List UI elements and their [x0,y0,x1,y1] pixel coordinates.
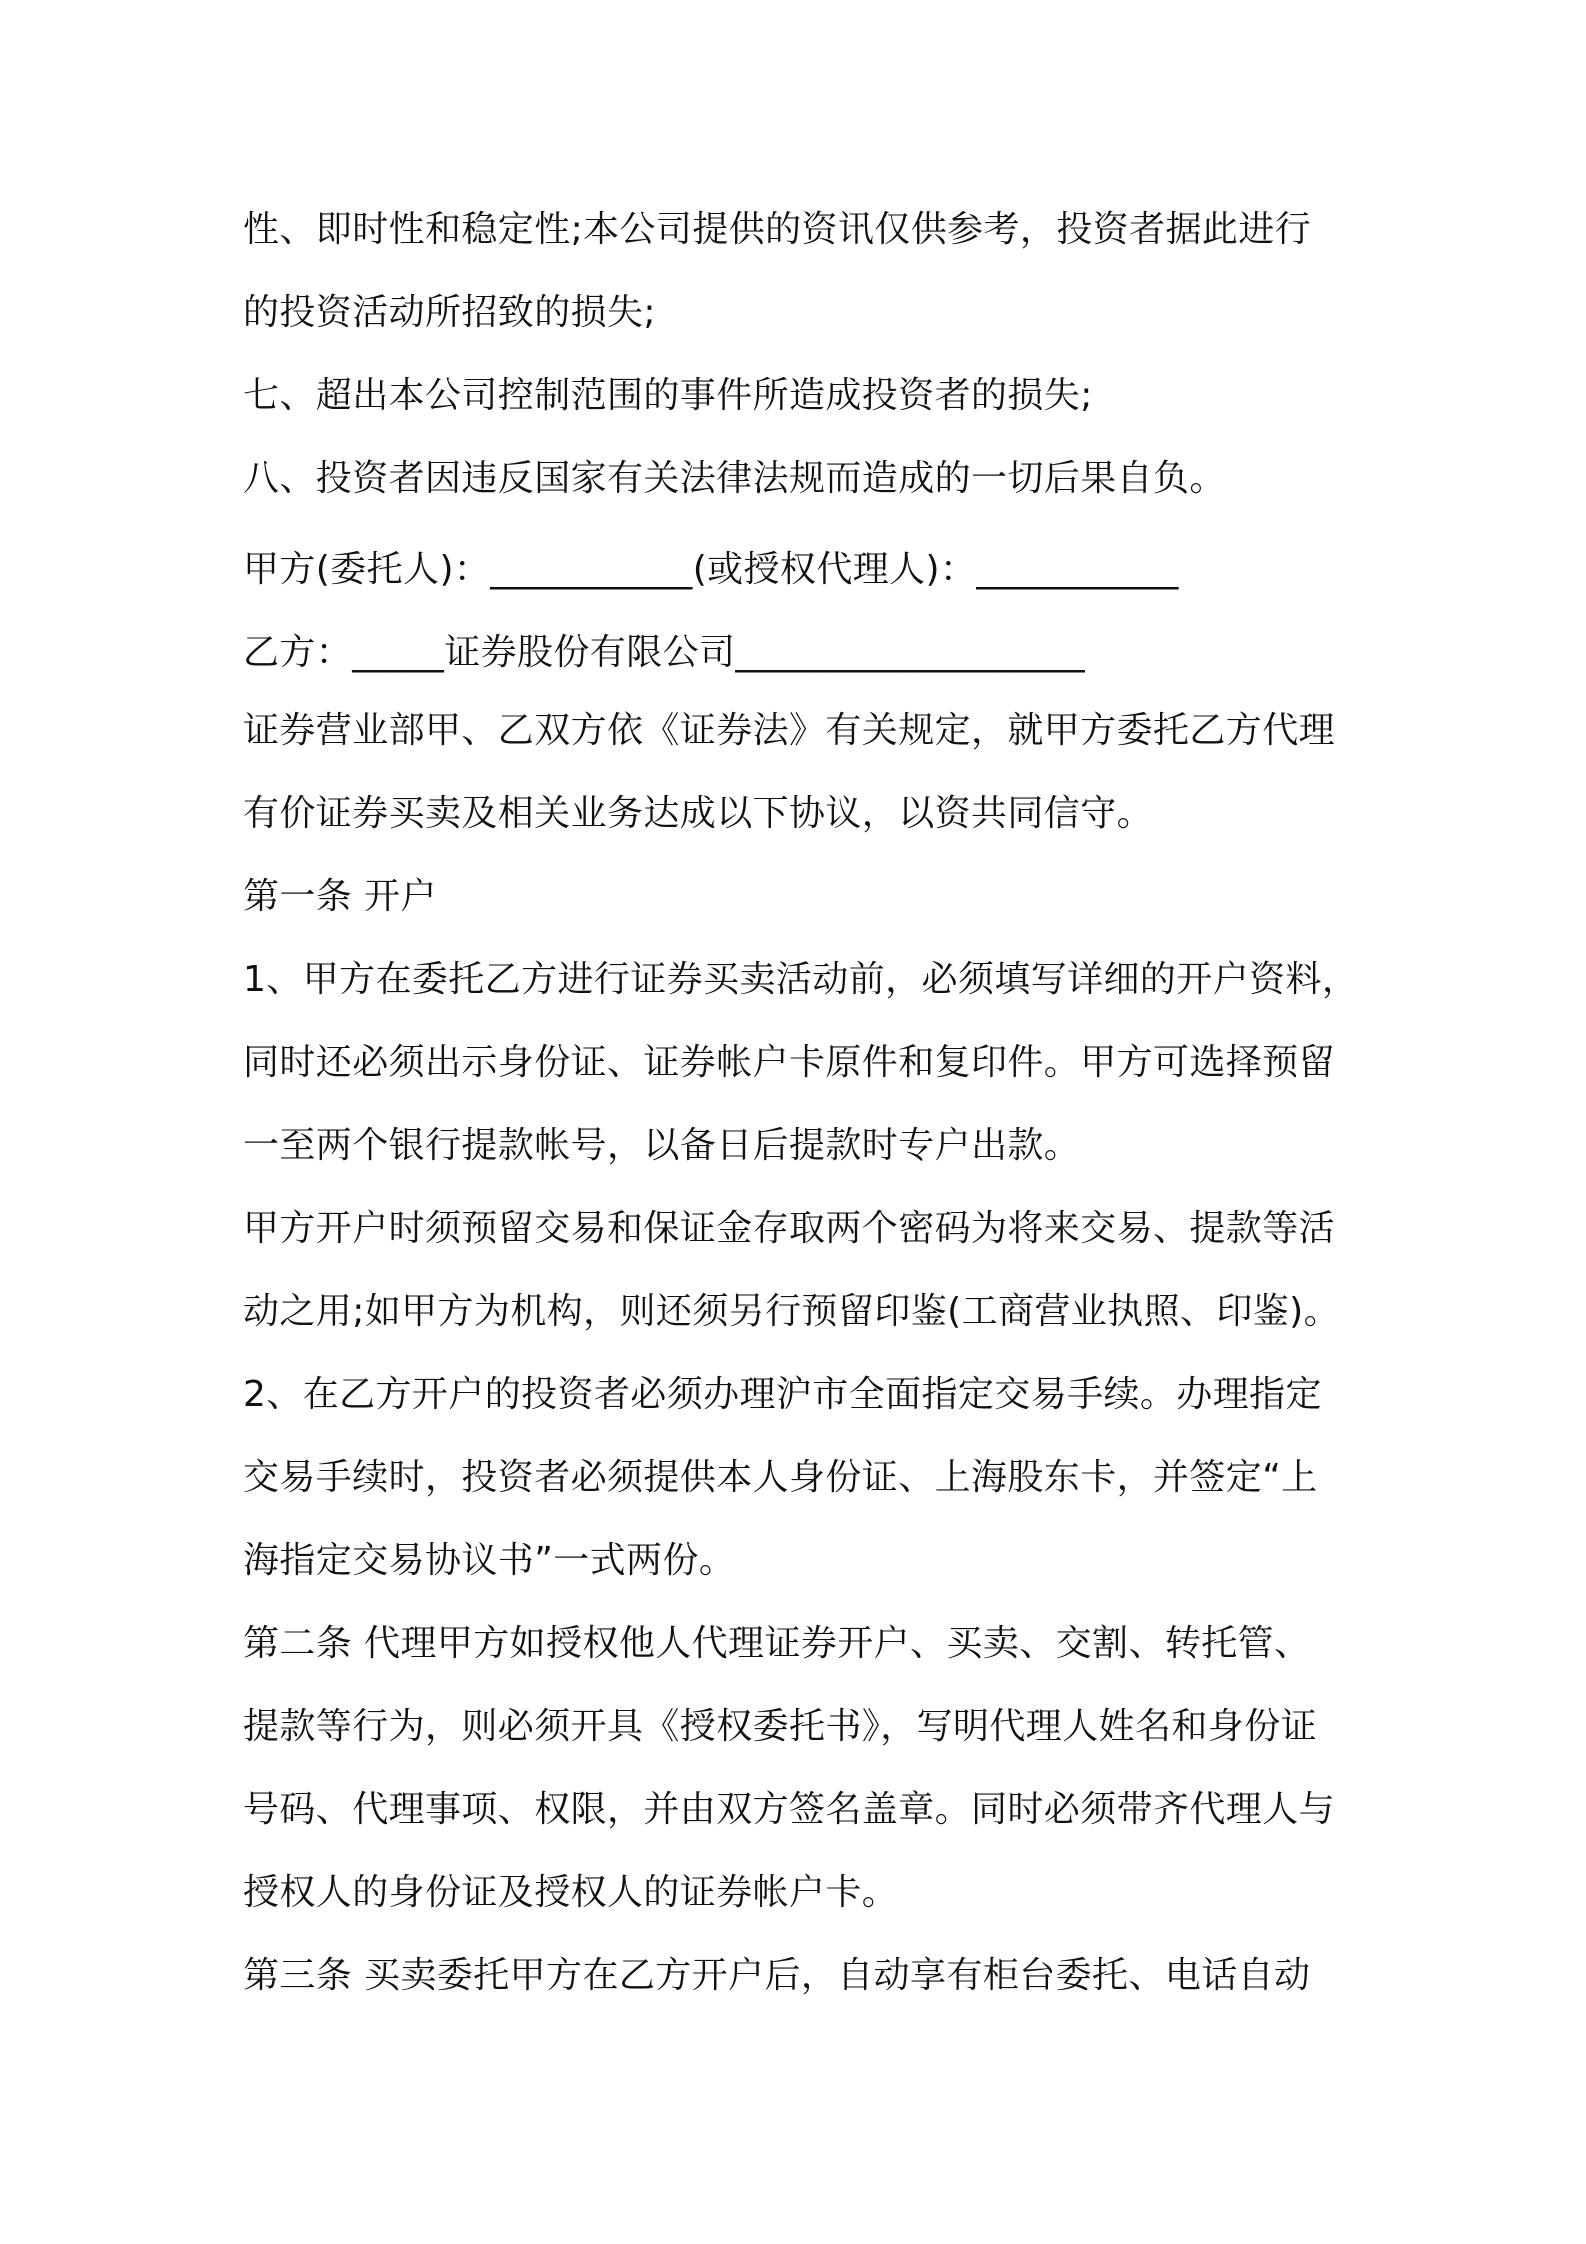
text-line: 动之用;如甲方为机构，则还须另行预留印鉴(工商营业执照、印鉴)。 [243,1291,1341,1332]
text-line: 七、超出本公司控制范围的事件所造成投资者的损失; [243,375,1093,416]
text-line: 甲方开户时须预留交易和保证金存取两个密码为将来交易、提款等活 [243,1208,1336,1249]
text-line: 第三条 买卖委托甲方在乙方开户后，自动享有柜台委托、电话自动 [243,1955,1311,1996]
text-line: 一至两个银行提款帐号，以备日后提款时专户出款。 [243,1125,1081,1166]
text-line: 交易手续时，投资者必须提供本人身份证、上海股东卡，并签定“上 [243,1457,1318,1498]
text-line: 1、甲方在委托乙方进行证券买卖活动前，必须填写详细的开户资料， [243,959,1359,1000]
text-line: 八、投资者因违反国家有关法律法规而造成的一切后果自负。 [243,458,1226,499]
signature-line-party-a: 甲方(委托人)：___________(或授权代理人)：___________ [243,549,1179,590]
text-line: 证券营业部甲、乙双方依《证券法》有关规定，就甲方委托乙方代理 [243,710,1336,751]
text-line: 的投资活动所招致的损失; [243,292,656,333]
text-line: 性、即时性和稳定性;本公司提供的资讯仅供参考，投资者据此进行 [243,209,1312,250]
text-line: 有价证券买卖及相关业务达成以下协议，以资共同信守。 [243,793,1154,834]
text-line: 提款等行为，则必须开具《授权委托书》，写明代理人姓名和身份证 [243,1706,1318,1747]
text-line: 海指定交易协议书”一式两份。 [243,1540,736,1581]
text-line: 号码、代理事项、权限，并由双方签名盖章。同时必须带齐代理人与 [243,1789,1336,1830]
text-line: 授权人的身份证及授权人的证券帐户卡。 [243,1872,899,1913]
text-line: 第二条 代理甲方如授权他人代理证券开户、买卖、交割、转托管、 [243,1623,1311,1664]
section-heading: 第一条 开户 [243,876,437,917]
text-line: 同时还必须出示身份证、证券帐户卡原件和复印件。甲方可选择预留 [243,1042,1336,1083]
signature-line-party-b: 乙方：_____证券股份有限公司___________________ [243,632,1085,673]
text-line: 2、在乙方开户的投资者必须办理沪市全面指定交易手续。办理指定 [243,1374,1322,1415]
